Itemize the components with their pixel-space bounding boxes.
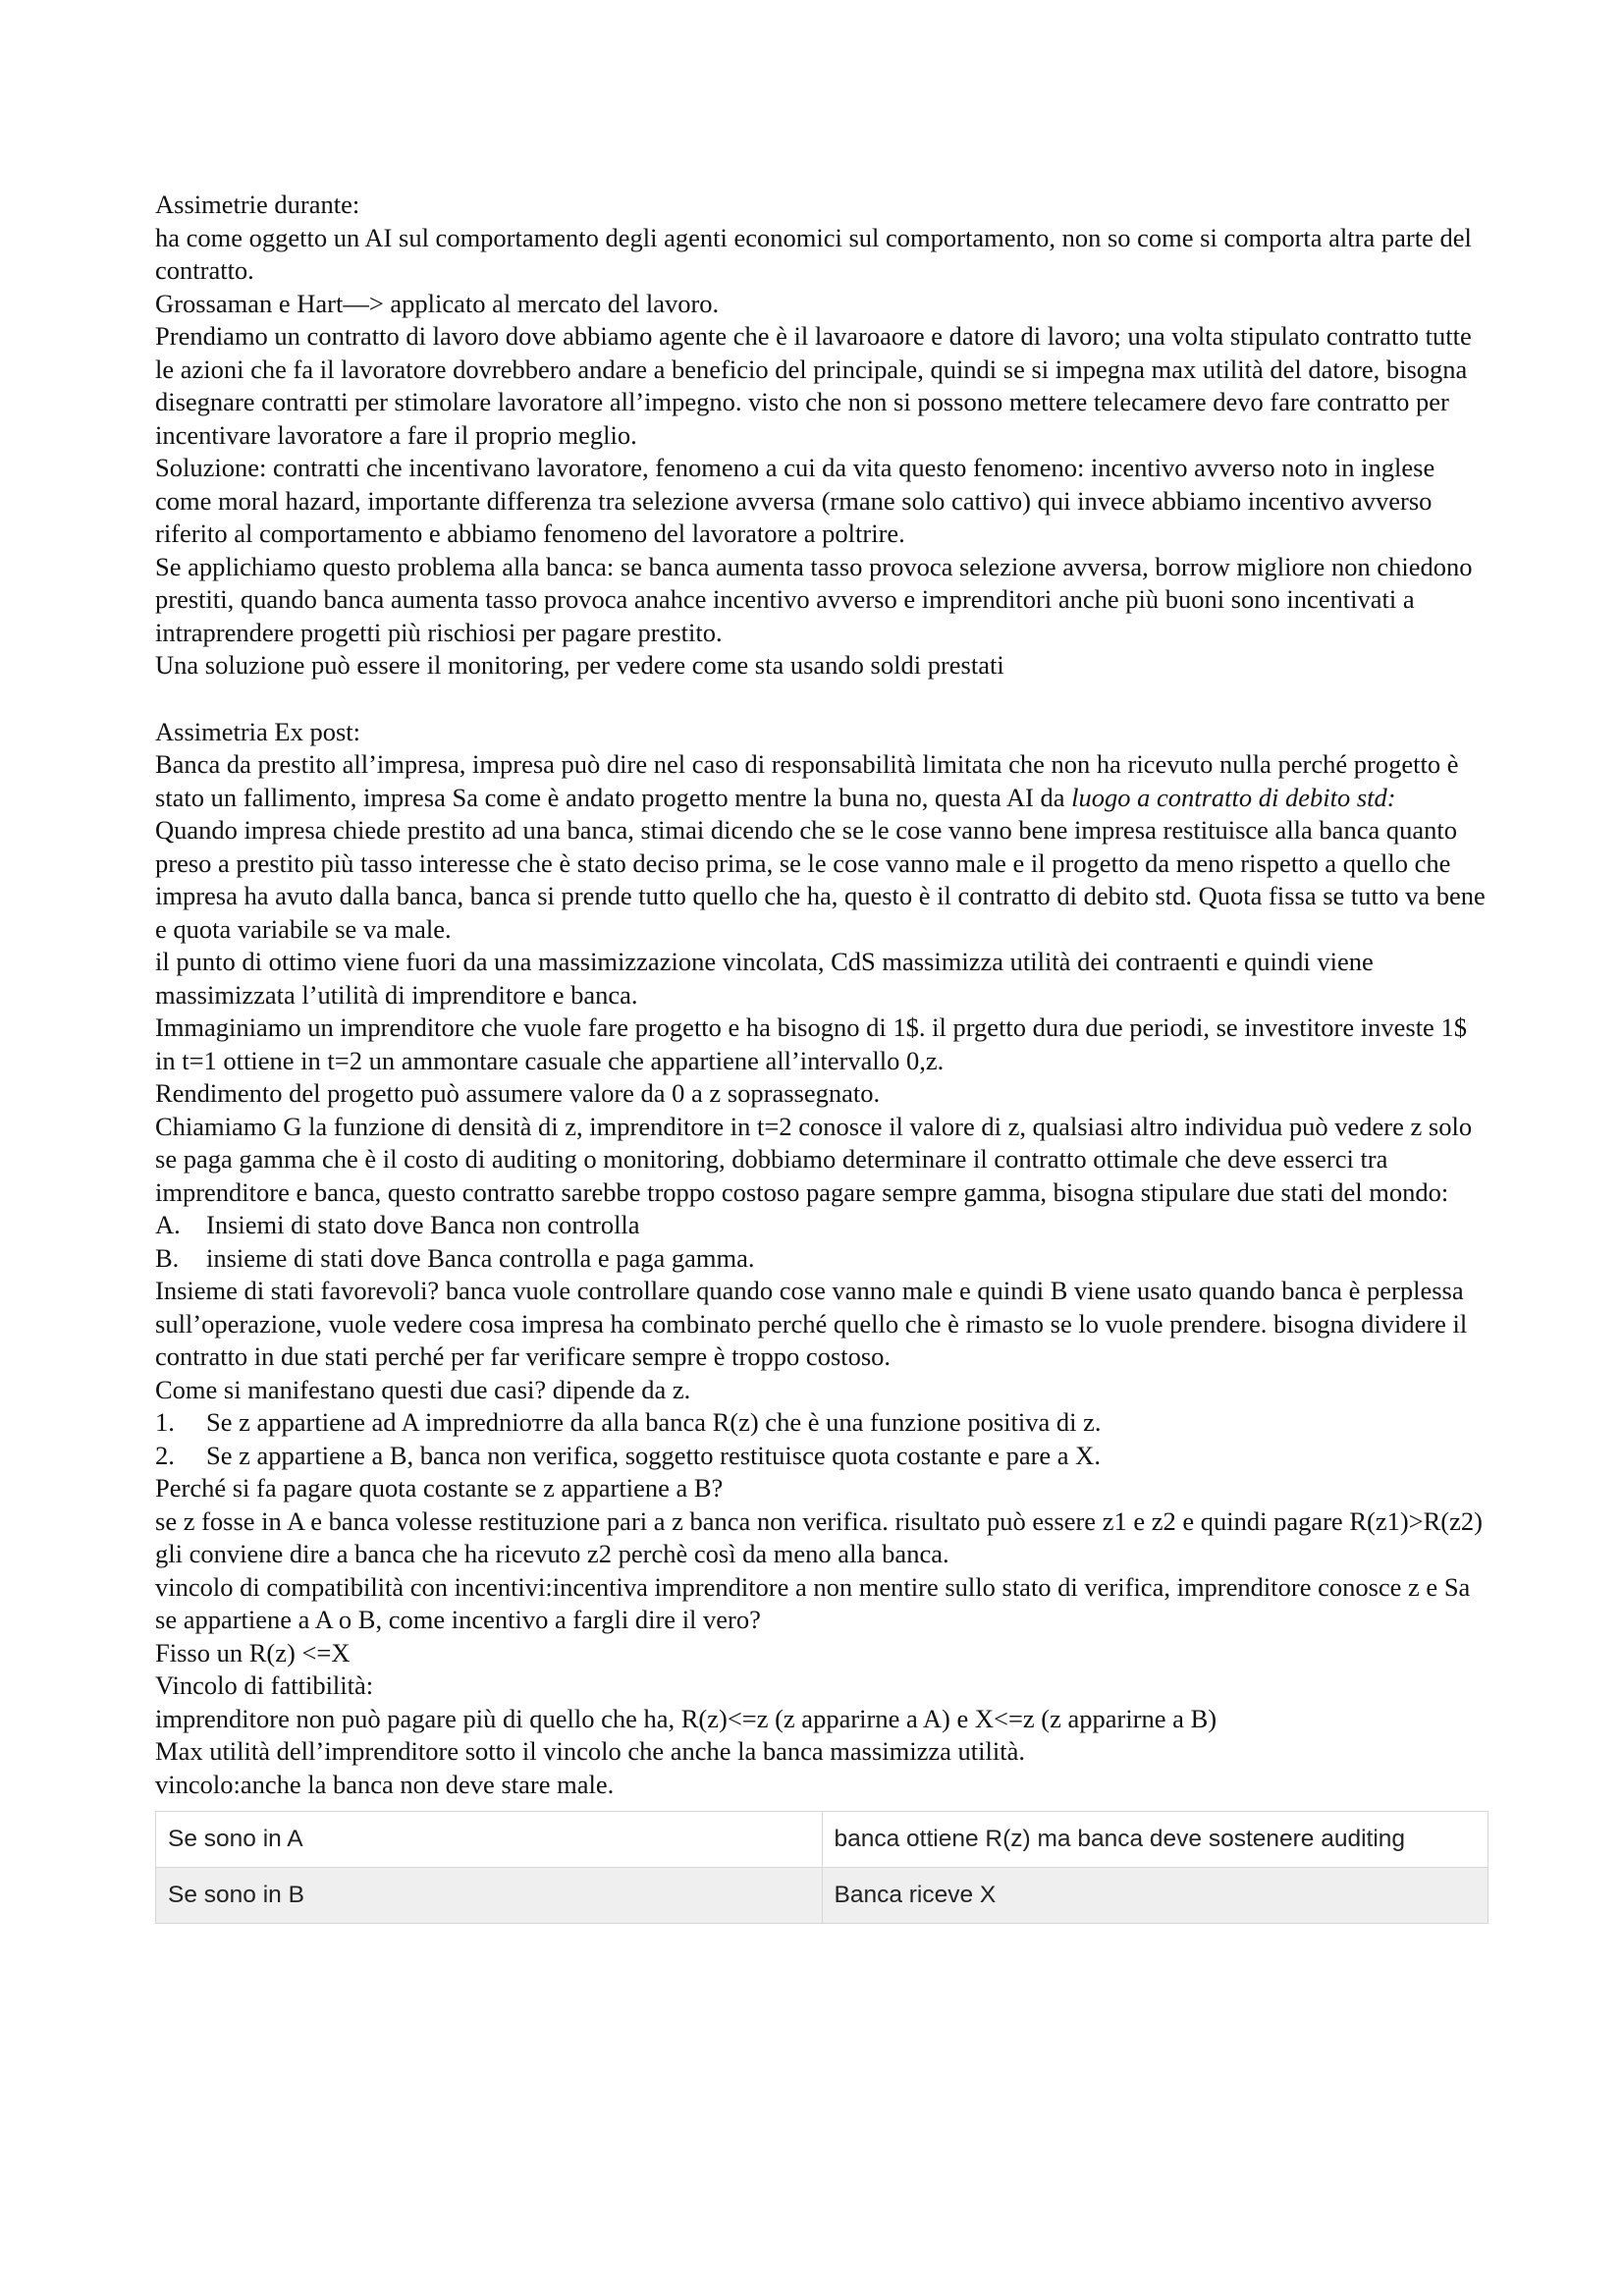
paragraph: Se applichiamo questo problema alla banca: se banca aumenta tasso provoca selezione avversa, borrow migliore non chiedono prestiti, quando banca aumenta tasso provoca anahce incentivo avverso e imprenditori anche più buoni sono incentivati a intraprendere progetti più rischiosi per pagare prestito. [155, 551, 1473, 647]
list-marker: A. [155, 1210, 181, 1239]
paragraph: Una soluzione può essere il monitoring, per vedere come sta usando soldi prestati [155, 650, 1004, 680]
table-cell-state: Se sono in B [156, 1868, 823, 1924]
paragraph: il punto di ottimo viene fuori da una massimizzazione vincolata, CdS massimizza utilità dei contraenti e quindi viene massimizzata l’utilità di imprenditore e banca. [155, 947, 1374, 1010]
table-cell-state: Se sono in A [156, 1812, 823, 1868]
intro-italic-text: luogo a contratto di debito std: [1071, 782, 1396, 812]
summary-table [155, 1811, 1488, 1924]
paragraph: se z fosse in A e banca volesse restituzione pari a z banca non verifica. risultato può essere z1 e z2 e quindi pagare R(z1)>R(z2) gli conviene dire a banca che ha ricevuto z2 perchè così da meno alla banca. [155, 1505, 1483, 1568]
paragraph: Quando impresa chiede prestito ad una banca, stimai dicendo che se le cose vanno bene impresa restituisce alla banca quanto preso a prestito più tasso interesse che è stato deciso prima, se le cose vanno male e il progetto da meno rispetto a quello che impresa ha avuto dalla banca, banca si prende tutto quello che ha, questo è il contratto di debito std. Quota fissa se tutto va bene e quota variabile se va male. [155, 815, 1486, 944]
list-item-text: Se z appartiene a B, banca non verifica, soggetto restituisce quota costante e pare a X. [206, 1440, 1101, 1470]
cases-list [155, 1406, 1490, 1472]
paragraph: Prendiamo un contratto di lavoro dove abbiamo agente che è il lavaroaore e datore di lavoro; una volta stipulato contratto tutte le azioni che fa il lavoratore dovrebbero andare a beneficio del principale, quindi se si impegna max utilità del datore, bisogna disegnare contratti per stimolare lavoratore all’impegno. visto che non si possono mettere telecamere devo fare contratto per incentivare lavoratore a fare il proprio meglio. [155, 321, 1472, 450]
section-title-assimetrie-durante: Assimetrie durante: [155, 190, 360, 219]
paragraph: Come si manifestano questi due casi? dipende da z. [155, 1374, 691, 1404]
section-spacer [155, 683, 1490, 716]
list-marker: 2. [155, 1440, 175, 1470]
list-item [155, 1209, 1490, 1242]
list-item-text: Se z appartiene ad A imprednioтre da alla banca R(z) che è una funzione positiva di z. [206, 1407, 1102, 1437]
section-title-assimetria-ex-post: Assimetria Ex post: [155, 716, 361, 746]
states-list [155, 1209, 1490, 1275]
paragraph: Insieme di stati favorevoli? banca vuole controllare quando cose vanno male e quindi B viene usato quando banca è perplessa sull’operazione, vuole vedere cosa impresa ha combinato perché quello che è rimasto se lo vuole prendere. bisogna dividere il contratto in due stati perché per far verificare sempre è troppo costoso. [155, 1276, 1468, 1371]
list-item [155, 1406, 1490, 1440]
table-cell-outcome: Banca riceve X [822, 1868, 1488, 1924]
list-marker: 1. [155, 1407, 175, 1437]
table-row [156, 1812, 1488, 1868]
paragraph: imprenditore non può pagare più di quello che ha, R(z)<=z (z apparirne a A) e X<=z (z apparirne a B) [155, 1703, 1217, 1733]
list-item-text: insieme di stati dove Banca controlla e paga gamma. [206, 1242, 755, 1273]
list-item-text: Insiemi di stato dove Banca non controlla [206, 1210, 640, 1239]
list-item [155, 1440, 1490, 1473]
paragraph: Fisso un R(z) <=X [155, 1637, 351, 1667]
paragraph: Chiamiamo G la funzione di densità di z, imprenditore in t=2 conosce il valore di z, qualsiasi altro individua può vedere z solo se paga gamma che è il costo di auditing o monitoring, dobbiamo determinare il contratto ottimale che deve esserci tra imprenditore e banca, questo contratto sarebbe troppo costoso pagare sempre gamma, bisogna stipulare due stati del mondo: [155, 1111, 1473, 1207]
paragraph: Immaginiamo un imprenditore che vuole fare progetto e ha bisogno di 1$. il prgetto dura due periodi, se investitore investe 1$ in t=1 ottiene in t=2 un ammontare casuale che appartiene all’intervallo 0,z. [155, 1012, 1467, 1075]
paragraph: Rendimento del progetto può assumere valore da 0 a z soprassegnato. [155, 1078, 881, 1108]
table-row [156, 1868, 1488, 1924]
paragraph: ha come oggetto un AI sul comportamento degli agenti economici sul comportamento, non so come si comporta altra parte del contratto. [155, 222, 1472, 285]
paragraph: Max utilità dell’imprenditore sotto il vincolo che anche la banca massimizza utilità. [155, 1736, 1026, 1766]
paragraph: Perché si fa pagare quota costante se z appartiene a B? [155, 1473, 724, 1503]
paragraph: vincolo:anche la banca non deve stare male. [155, 1769, 615, 1799]
paragraph: Grossaman e Hart—> applicato al mercato del lavoro. [155, 288, 720, 318]
intro-text: Banca da prestito all’impresa, impresa può dire nel caso di responsabilità limitata che non ha ricevuto nulla perché progetto è stato un fallimento, impresa Sa come è andato progetto mentre la buna no, questa AI da [155, 749, 1459, 812]
paragraph-intro [155, 748, 1490, 814]
paragraph: vincolo di compatibilità con incentivi:incentiva imprenditore a non mentire sullo stato di verifica, imprenditore conosce z e Sa se appartiene a A o B, come incentivo a fargli dire il vero? [155, 1571, 1471, 1634]
paragraph: Vincolo di fattibilità: [155, 1670, 374, 1700]
document-page [155, 189, 1490, 1924]
list-marker: B. [155, 1242, 180, 1273]
table-cell-outcome: banca ottiene R(z) ma banca deve sostenere auditing [822, 1812, 1488, 1868]
paragraph: Soluzione: contratti che incentivano lavoratore, fenomeno a cui da vita questo fenomeno: incentivo avverso noto in inglese come moral hazard, importante differenza tra selezione avversa (rmane solo cattivo) qui invece abbiamo incentivo avverso riferito al comportamento e abbiamo fenomeno del lavoratore a poltrire. [155, 453, 1435, 548]
list-item [155, 1242, 1490, 1276]
